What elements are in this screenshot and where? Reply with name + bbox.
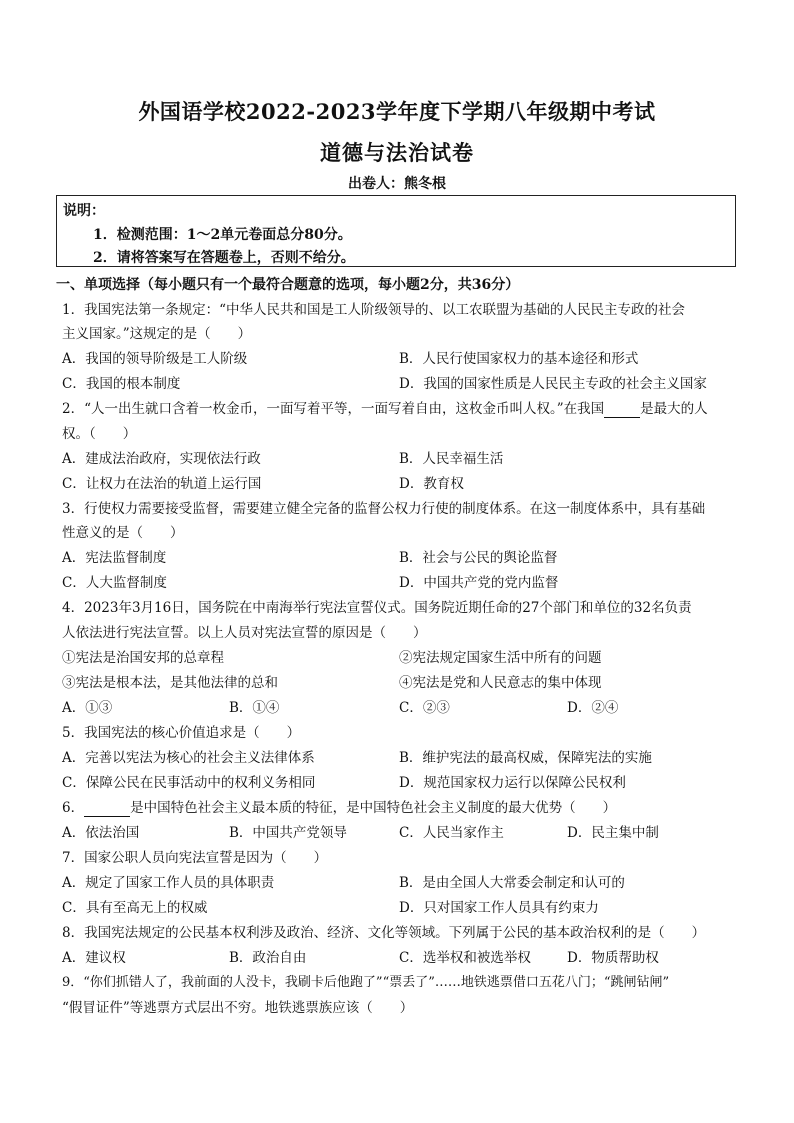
q5-option-b: B．维护宪法的最高权威，保障宪法的实施 bbox=[399, 750, 652, 766]
q2-stem-part2: 是最大的人 bbox=[640, 401, 708, 417]
q2-option-b: B．人民幸福生活 bbox=[399, 451, 504, 467]
q6-stem-text: 是中国特色社会主义最本质的特征，是中国特色社会主义制度的最大优势（ ） bbox=[130, 800, 617, 816]
q6-option-a: A．依法治国 bbox=[62, 825, 140, 841]
q7-option-b: B．是由全国人大常委会制定和认可的 bbox=[399, 875, 625, 891]
q3-option-b: B．社会与公民的舆论监督 bbox=[399, 550, 558, 566]
q9-stem-line2: “假冒证件”等逃票方式层出不穷。地铁逃票族应该（ ） bbox=[62, 1000, 414, 1016]
q4-statement-3: ③宪法是根本法，是其他法律的总和 bbox=[62, 675, 278, 691]
exam-subtitle: 道德与法治试卷 bbox=[320, 140, 474, 165]
author-line: 出卷人：熊冬根 bbox=[348, 176, 446, 192]
q8-option-a: A．建议权 bbox=[62, 950, 126, 966]
q3-option-d: D．中国共产党的党内监督 bbox=[399, 575, 559, 591]
exam-title: 外国语学校2022-2023学年度下学期八年级期中考试 bbox=[138, 99, 656, 124]
q5-stem: 5．我国宪法的核心价值追求是（ ） bbox=[62, 725, 301, 741]
q7-stem: 7．国家公职人员向宪法宣誓是因为（ ） bbox=[62, 850, 328, 866]
q4-statement-2: ②宪法规定国家生活中所有的问题 bbox=[399, 650, 602, 666]
q8-stem: 8．我国宪法规定的公民基本权利涉及政治、经济、文化等领域。下列属于公民的基本政治权利的是（ ） bbox=[62, 925, 706, 941]
q4-option-c: C．②③ bbox=[399, 700, 450, 716]
q1-option-c: C．我国的根本制度 bbox=[62, 376, 181, 392]
q1-stem-line1: 1．我国宪法第一条规定：“中华人民共和国是工人阶级领导的、以工农联盟为基础的人民民主专政的社会 bbox=[62, 302, 685, 318]
q5-option-c: C．保障公民在民事活动中的权利义务相同 bbox=[62, 775, 316, 791]
q7-option-a: A．规定了国家工作人员的具体职责 bbox=[62, 875, 275, 891]
q3-stem-line1: 3．行使权力需要接受监督，需要建立健全完备的监督公权力行使的制度体系。在这一制度体系中，具有基础 bbox=[62, 501, 706, 517]
answer-blank bbox=[84, 802, 130, 817]
q8-option-b: B．政治自由 bbox=[229, 950, 307, 966]
instruction-item-2: 2．请将答案写在答题卷上，否则不给分。 bbox=[93, 250, 355, 266]
q3-stem-line2: 性意义的是（ ） bbox=[62, 525, 184, 541]
q6-option-b: B．中国共产党领导 bbox=[229, 825, 347, 841]
instructions-heading: 说明： bbox=[63, 203, 105, 219]
q4-stem-line2: 人依法进行宪法宣誓。以上人员对宪法宣誓的原因是（ ） bbox=[62, 625, 427, 641]
answer-blank bbox=[604, 403, 640, 418]
q8-option-c: C．选举权和被选举权 bbox=[399, 950, 531, 966]
q3-option-c: C．人大监督制度 bbox=[62, 575, 167, 591]
q4-option-b: B．①④ bbox=[229, 700, 280, 716]
q2-option-d: D．教育权 bbox=[399, 476, 464, 492]
q4-statement-1: ①宪法是治国安邦的总章程 bbox=[62, 650, 224, 666]
q2-stem-part1: 2．“人一出生就口含着一枚金币，一面写着平等，一面写着自由，这枚金币叫人权。”在我国 bbox=[62, 401, 605, 417]
q6-stem bbox=[62, 799, 616, 817]
q4-option-a: A．①③ bbox=[62, 700, 113, 716]
q4-statement-4: ④宪法是党和人民意志的集中体现 bbox=[399, 675, 602, 691]
q4-stem-line1: 4．2023年3月16日，国务院在中南海举行宪法宣誓仪式。国务院近期任命的27个部门和单位的32名负责 bbox=[62, 600, 692, 616]
q6-option-d: D．民主集中制 bbox=[567, 825, 659, 841]
q1-option-b: B．人民行使国家权力的基本途径和形式 bbox=[399, 351, 639, 367]
q6-number: 6． bbox=[62, 800, 85, 816]
instructions-box bbox=[56, 195, 736, 267]
q4-option-d: D．②④ bbox=[567, 700, 619, 716]
q7-option-c: C．具有至高无上的权威 bbox=[62, 900, 208, 916]
q5-option-d: D．规范国家权力运行以保障公民权利 bbox=[399, 775, 626, 791]
section-heading: 一、单项选择（每小题只有一个最符合题意的选项，每小题2分，共36分） bbox=[56, 277, 520, 293]
q5-option-a: A．完善以宪法为核心的社会主义法律体系 bbox=[62, 750, 315, 766]
q7-option-d: D．只对国家工作人员具有约束力 bbox=[399, 900, 599, 916]
q1-option-a: A．我国的领导阶级是工人阶级 bbox=[62, 351, 248, 367]
q2-stem-line1 bbox=[62, 400, 708, 418]
q9-stem-line1: 9．“你们抓错人了，我前面的人没卡，我刷卡后他跑了”“票丢了”……地铁逃票借口五花八门；“跳闸钻闸” bbox=[62, 975, 670, 990]
q3-option-a: A．宪法监督制度 bbox=[62, 550, 167, 566]
q1-option-d: D．我国的国家性质是人民民主专政的社会主义国家 bbox=[399, 376, 707, 392]
q2-option-c: C．让权力在法治的轨道上运行国 bbox=[62, 476, 262, 492]
instruction-item-1: 1．检测范围：1～2单元卷面总分80分。 bbox=[93, 227, 352, 243]
q1-stem-line2: 主义国家。”这规定的是（ ） bbox=[62, 326, 252, 342]
q2-stem-line2: 权。（ ） bbox=[62, 426, 137, 442]
q2-option-a: A．建成法治政府，实现依法行政 bbox=[62, 451, 261, 467]
q6-option-c: C．人民当家作主 bbox=[399, 825, 504, 841]
q8-option-d: D．物质帮助权 bbox=[567, 950, 659, 966]
